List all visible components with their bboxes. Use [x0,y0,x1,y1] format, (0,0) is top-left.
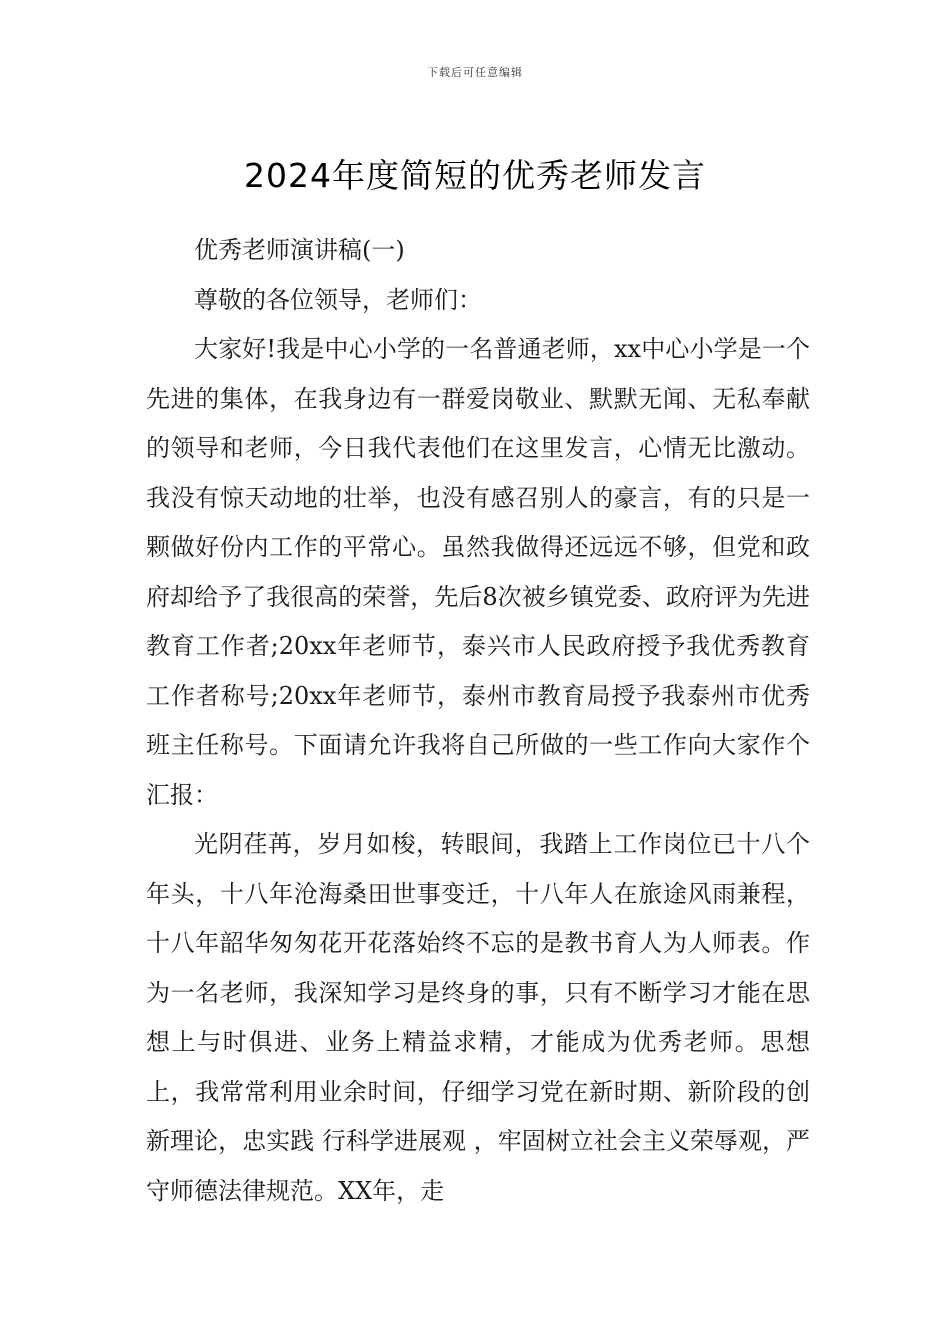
paragraph-section-heading: 优秀老师演讲稿(一) [194,236,405,264]
paragraph-introduction: 大家好!我是中心小学的一名普通老师，xx中心小学是一个先进的集体，在我身边有一群爱岗敬业、默默无闻、无私奉献的领导和老师，今日我代表他们在这里发言，心情无比激动。我没有惊天动地的壮举，也没有感召别人的豪言，有的只是一颗做好份内工作的平常心。虽然我做得还远远不够，但党和政府却给予了我很高的荣誉，先后8次被乡镇党委、政府评为先进教育工作者;20xx年老师节，泰兴市人民政府授予我优秀教育工作者称号;20xx年老师节，泰州市教育局授予我泰州市优秀班主任称号。下面请允许我将自己所做的一些工作向大家作个汇报： [146,335,810,809]
paragraph-salutation: 尊敬的各位领导，老师们： [194,285,482,314]
page-header-note: 下载后可任意编辑 [427,66,523,79]
document-body [146,226,810,1216]
document-title: 2024年度简短的优秀老师发言 [244,156,706,196]
paragraph-career-reflection: 光阴荏苒，岁月如梭，转眼间，我踏上工作岗位已十八个年头，十八年沧海桑田世事变迁，十八年人在旅途风雨兼程，十八年韶华匆匆花开花落始终不忘的是教书育人为人师表。作为一名老师，我深知学习是终身的事，只有不断学习才能在思想上与时俱进、业务上精益求精，才能成为优秀老师。思想上，我常常利用业余时间，仔细学习党在新时期、新阶段的创新理论，忠实践 行科学进展观 ，牢固树立社会主义荣辱观，严守师德法律规范。XX年，走 [146,830,810,1205]
